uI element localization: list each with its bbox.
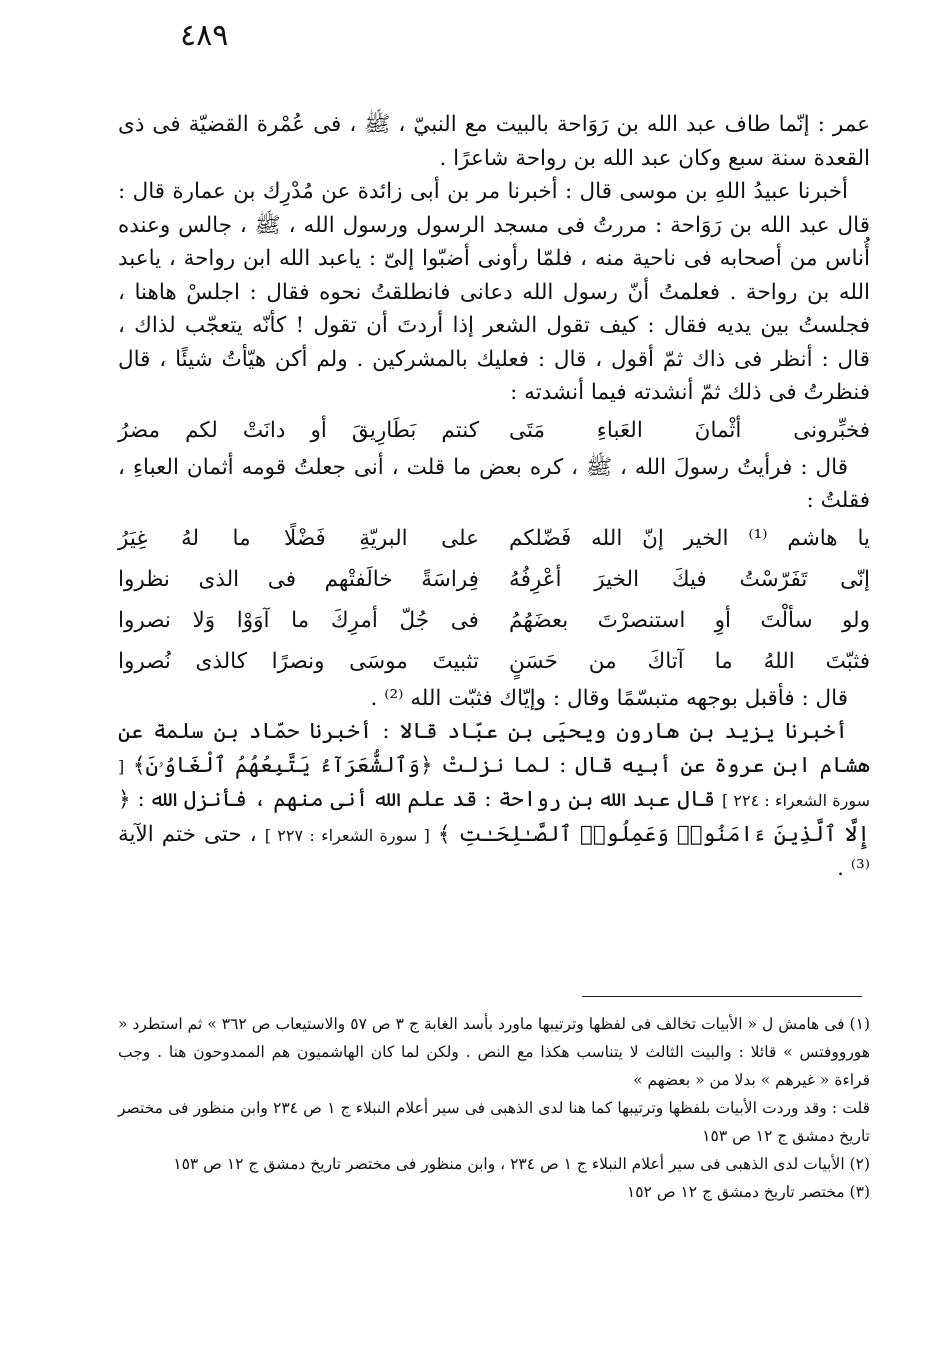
paragraph-text: أخبرنا يزيد بن هارون ويحيَى بن عبّاد قالا : أخبرنا حمّاد بن سلمة عن هشام ابن عروة عن أبيه قال : لما نزلتْ ﴿وَٱلشُّعَرَآءُ يَتَّبِعُهُمُ ٱلْغَاوُۥنَ﴾ xyxy=(118,719,870,778)
verse-hemistich-right: إنّى تَفَرّسْتُ فيكَ الخيرَ أعْرِفُهُ xyxy=(509,566,870,592)
verse-hemistich-right: فثبّتَ اللهُ ما آتاكَ من حَسَنٍ xyxy=(509,648,870,674)
verse-hemistich-left: كنتم بَطَارِيقَ أو دانَتْ لكم مضرُ xyxy=(118,417,479,443)
verse-hemistich-right: يا هاشم ⁽¹⁾ الخير إنّ الله فَضّلكم xyxy=(509,525,870,551)
footnote: (٢) الأبيات لدى الذهبى فى سير أعلام النبلاء ج ١ ص ٢٣٤ ، وابن منظور فى مختصر تاريخ دمشق ج ١٢ ص ١٥٣ xyxy=(173,1155,870,1173)
paragraph-text: قال عبد الله بن رواحة : قد علم الله أنى منهم ، فأنزل الله : ﴿ إِلَّا ٱلَّذِينَ ءَامَنُوا۟ وَعَمِلُوا۟ ٱلصَّـٰلِحَـٰتِ ﴾ xyxy=(118,787,870,847)
verse-hemistich-right: ولو سألْتَ أوِ استنصرْتَ بعضَهُمُ xyxy=(509,607,870,633)
verse-line xyxy=(118,641,870,682)
verse-hemistich-left: فِراسَةً خالَفتْهم فى الذى نظروا xyxy=(118,566,479,592)
footnotes xyxy=(118,1010,870,1206)
footnote: قلت : وقد وردت الأبيات بلفظها وترتيبها كما هنا لدى الذهبى فى سير أعلام النبلاء ج ١ ص ٢٣٤ وابن منظور فى مختصر تاريخ دمشق ج ١٢ ص ١٥٣ xyxy=(118,1099,871,1145)
footnote: (١) فى هامش ل « الأبيات تخالف فى لفظها وترتيبها ماورد بأسد الغابة ج ٣ ص ٥٧ والاستيعاب ص ٣٦٢ » ثم استطرد « هورووفتس » قائلا : والبيت الثالث لا يتناسب هكذا مع النص . ولكن لما كان الهاشميون هم الممدوحون هنا . وجب قراءة « غيرهم » بدلا من « بعضهم » xyxy=(118,1015,870,1089)
paragraph-text: ، حتى ختم الآية ⁽³⁾ . xyxy=(118,821,870,881)
page-number: ٤٨٩ xyxy=(180,18,229,53)
verse-hemistich-left: تثبيتَ موسَى ونصرًا كالذى نُصروا xyxy=(118,648,479,674)
paragraph: عمر : إنّما طاف عبد الله بن رَوَاحة بالبيت مع النبيّ ، ﷺ ، فى عُمْرة القضيّة فى ذى القعدة سنة سبع وكان عبد الله بن رواحة شاعرًا . xyxy=(118,112,870,171)
quran-reference: [ سورة الشعراء : ٢٢٧ ] xyxy=(264,825,430,845)
paragraph: أخبرنا عبيدُ اللهِ بن موسى قال : أخبرنا مر بن أبى زائدة عن مُدْرِك بن عمارة قال : قال عبد الله بن رَوَاحة : مررتُ فى مسجد الرسول ورسول الله ، ﷺ ، جالس وعنده أُناس من أصحابه فى ناحية منه ، فلمّا رأونى أضبّوا إلىّ : ياعبد الله ابن رواحة ، ياعبد الله بن رواحة . فعلمتُ أنّ رسول الله دعانى فانطلقتُ نحوه فقال : اجلسْ هاهنا ، فجلستُ بين يديه فقال : كيف تقول الشعر إذا أردتَ أن تقول ! كأنّه يتعجّب لذاك ، قال : أنظر فى ذاك ثمّ أقول ، قال : فعليك بالمشركين . ولم أكن هيّأتُ شيئًا ، قال فنظرتُ فى ذلك ثمّ أنشدته فيما أنشدته : xyxy=(118,179,870,405)
verse-hemistich-left: فى جُلّ أمرِكَ ما آوَوْا وَلا نصروا xyxy=(118,607,479,633)
verse-line xyxy=(118,559,870,600)
verse-line xyxy=(118,518,870,559)
main-text xyxy=(118,108,870,886)
footnote-divider xyxy=(582,996,862,997)
verse-line xyxy=(118,600,870,641)
verse-hemistich-left: على البريّةِ فَضْلًا ما لهُ غِيَرُ xyxy=(118,525,479,551)
verse-line xyxy=(118,410,870,451)
verse-hemistich-right: فخبِّرونى أثْمانَ العَباءِ مَتَى xyxy=(509,417,870,443)
footnote: (٣) مختصر تاريخ دمشق ج ١٢ ص ١٥٢ xyxy=(626,1183,870,1201)
paragraph xyxy=(118,715,870,886)
paragraph: قال : فأقبل بوجهه متبسّمًا وقال : وإيّاك فثبّت الله ⁽²⁾ . xyxy=(370,685,848,711)
paragraph: قال : فرأيتُ رسولَ الله ، ﷺ ، كره بعض ما قلت ، أنى جعلتُ قومه أثمان العباءِ ، فقلتُ : xyxy=(118,454,870,513)
quran-reference: [ سورة الشعراء : ٢٢٤ ] xyxy=(118,756,871,810)
